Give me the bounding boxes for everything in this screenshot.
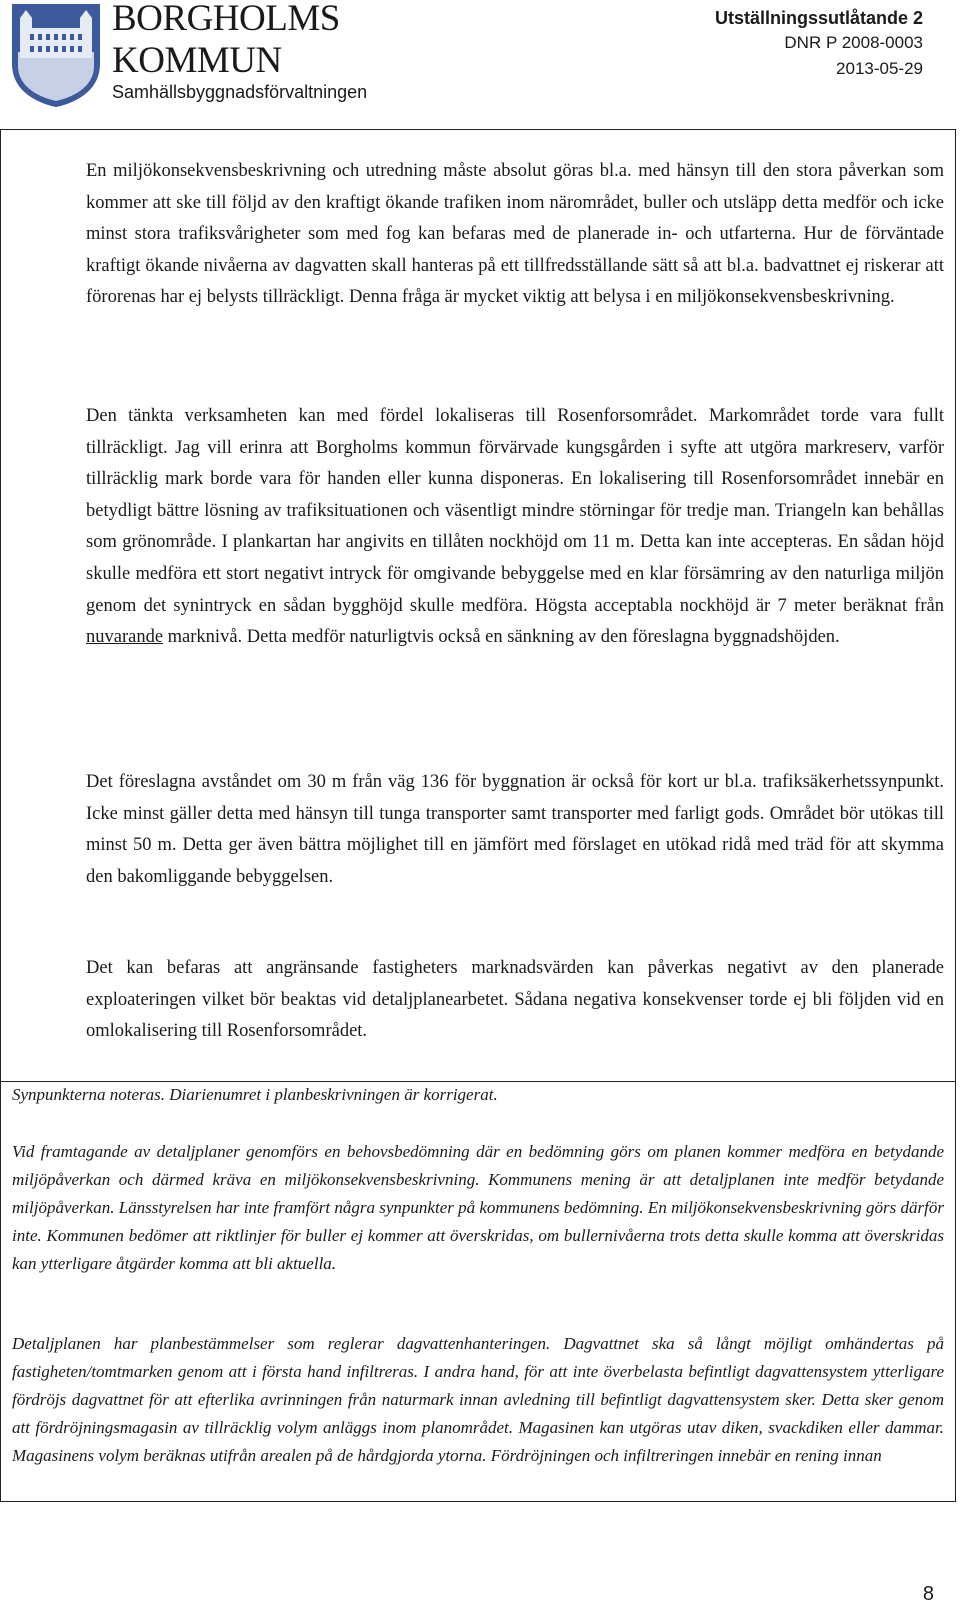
response-paragraph-3: Detaljplanen har planbestämmelser som reglerar dagvattenhanteringen. Dagvattnet ska så långt möjligt omhändertas på fastigheten/tomtmarken genom att i första hand infiltreras. I andra hand, för att inte överbelasta befintligt dagvattensystem ytterligare fördröjs dagvattnet för att efterlika avrinningen från naturmark innan avledning till befintligt dagvattensystem sker. Detta sker genom att fördröjningsmagasin av tillräcklig volym anläggs inom planområdet. Magasinen kan utgöras utav diken, svackdiken eller dammar. Magasinens volym beräknas utifrån arealen på de hårdgjorda ytorna. Fördröjningen och infiltreringen innebär en rening innan (12, 1334, 944, 1465)
logo-line-department: Samhällsbyggnadsförvaltningen (112, 82, 368, 102)
logo-line-kommun: KOMMUN (112, 40, 282, 81)
underlined-word: nuvarande (86, 627, 164, 648)
municipality-crest-logo (10, 2, 102, 108)
logo-line-borgholms: BORGHOLMS (112, 0, 340, 39)
document-header-info (715, 6, 923, 82)
document-date: 2013-05-29 (836, 59, 923, 78)
opinion-paragraph-3: Det föreslagna avståndet om 30 m från väg 136 för byggnation är också för kort ur bl.a. trafiksäkerhetssynpunkt. Icke minst gäller detta med hänsyn till tunga transporter samt transporter med farligt gods. Området bör utökas till minst 50 m. Detta ger även bättra möjlighet till en jämfört med förslaget en utökad ridå med träd för att skymma den bakomliggande bebyggelsen. (86, 772, 944, 887)
page-number: 8 (922, 1583, 934, 1605)
document-dnr: DNR P 2008-0003 (784, 33, 923, 52)
opinion-paragraph-2-text-a: Den tänkta verksamheten kan med fördel lokaliseras till Rosenforsområdet. Markområdet torde vara fullt tillräckligt. Jag vill erinra att Borgholms kommun förvärvade kungsgården i syfte att utgöra markreserv, varför tillräcklig mark borde vara för handen eller kunna disponeras. En lokalisering till Rosenforsområdet innebär en betydligt bättre lösning av trafiksituationen och väsentligt mindre störningar för tredje man. Triangeln kan behållas som grönområde. I plankartan har angivits en tillåten nockhöjd om 11 m. Detta kan inte accepteras. En sådan höjd skulle medföra ett stort negativt intryck för omgivande bebyggelse med en klar försämring av den naturliga miljön genom det synintryck en sådan bygghöjd skulle medföra. Högsta acceptabla nockhöjd är 7 meter beräknat från (86, 406, 944, 616)
opinion-paragraph-1: En miljökonsekvensbeskrivning och utredning måste absolut göras bl.a. med hänsyn till den stora påverkan som kommer att ske till följd av den kraftigt ökande trafiken inom närområdet, buller och utsläpp detta medför och icke minst stora trafiksvårigheter som med fog kan befaras med de planerade in- och utfarterna. Hur de förväntade kraftigt ökande nivåerna av dagvatten skall hanteras på ett tillfredsställande sätt så att bl.a. badvattnet ej riskerar att förorenas har ej belysts tillräckligt. Denna fråga är mycket viktig att belysa i en miljökonsekvensbeskrivning. (86, 161, 944, 308)
document-title: Utställningssutlåtande 2 (714, 8, 923, 28)
opinion-paragraph-4: Det kan befaras att angränsande fastigheters marknadsvärden kan påverkas negativt av den planerade exploateringen vilket bör beaktas vid detaljplanearbetet. Sådana negativa konsekvenser torde ej bli följden vid en omlokalisering till Rosenforsområdet. (86, 958, 944, 1042)
opinion-paragraph-2-text-b: marknivå. Detta medför naturligtvis också en sänkning av den föreslagna byggnadshöjden. (163, 627, 840, 648)
opinion-paragraph-2 (86, 401, 944, 654)
response-paragraph-1: Synpunkterna noteras. Diarienumret i planbeskrivningen är korrigerat. (12, 1085, 498, 1104)
response-paragraph-2: Vid framtagande av detaljplaner genomförs en behovsbedömning där en bedömning görs om planen kommer medföra en betydande miljöpåverkan och därmed kräva en miljökonsekvensbeskrivning. Kommunens mening är att detaljplanen inte medför betydande miljöpåverkan. Länsstyrelsen har inte framfört några synpunkter på kommunens bedömning. En miljökonsekvensbeskrivning görs därför inte. Kommunen bedömer att riktlinjer för buller ej kommer att överskridas, om bullernivåerna trots detta skulle komma att överskridas kan ytterligare åtgärder komma att bli aktuella. (12, 1142, 944, 1273)
